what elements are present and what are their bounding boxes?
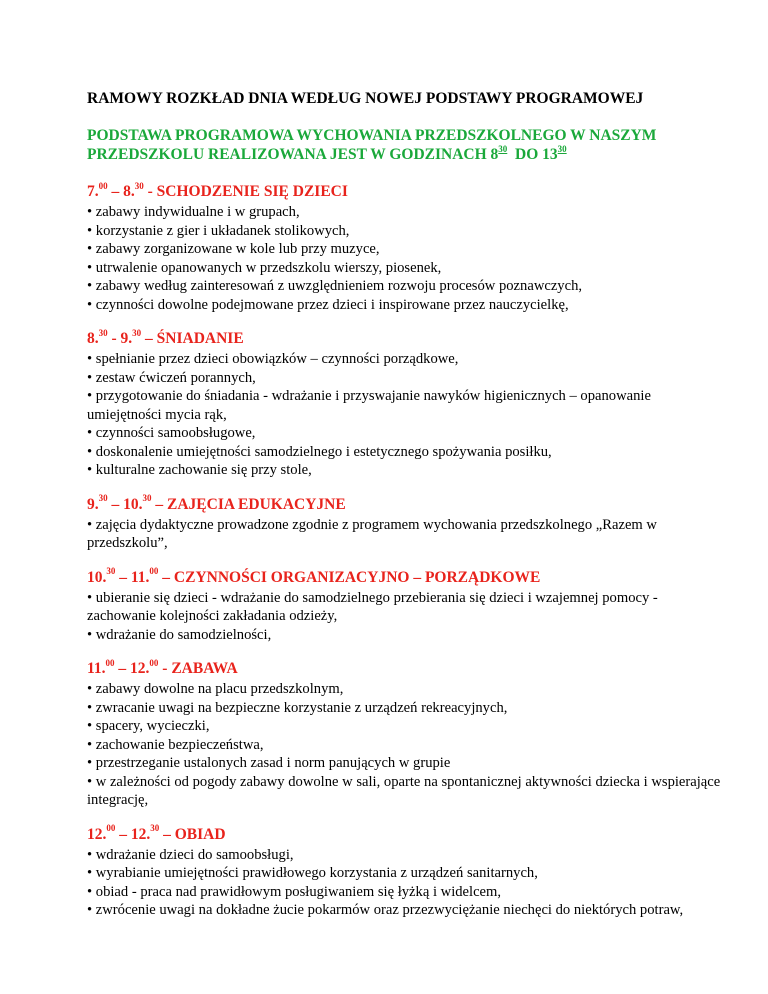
time-end-minutes: 30	[150, 823, 160, 834]
schedule-section	[87, 825, 727, 920]
activity-list	[87, 589, 727, 645]
time-start-minutes: 30	[106, 566, 116, 577]
time-end-hour: 12.	[130, 825, 151, 843]
activity-item: • zwracanie uwagi na bezpieczne korzystanie z urządzeń rekreacyjnych,	[87, 699, 727, 718]
time-end-minutes: 00	[149, 566, 159, 577]
time-start-minutes: 30	[98, 493, 108, 504]
section-title: – OBIAD	[159, 825, 226, 843]
time-start-minutes: 30	[98, 327, 108, 338]
time-end-hour: 11.	[130, 568, 150, 586]
time-separator: –	[115, 568, 131, 586]
time-start-hour: 8.	[87, 330, 99, 347]
program-end-minutes: 30	[557, 143, 567, 154]
document-title: RAMOWY ROZKŁAD DNIA WEDŁUG NOWEJ PODSTAWY PROGRAMOWEJ	[87, 90, 644, 107]
schedule-section	[87, 329, 727, 480]
time-end-minutes: 30	[142, 493, 152, 504]
activity-item: • kulturalne zachowanie się przy stole,	[87, 461, 727, 480]
program-note-middle: DO 13	[507, 146, 558, 163]
activity-item: • zabawy indywidualne i w grupach,	[87, 203, 727, 222]
program-note-line-1: PODSTAWA PROGRAMOWA WYCHOWANIA PRZEDSZKOLNEGO W NASZYM	[87, 127, 657, 144]
time-end-minutes: 00	[149, 657, 159, 668]
time-end-hour: 10.	[123, 495, 143, 513]
time-start-hour: 10.	[87, 568, 107, 586]
activity-item: • czynności dowolne podejmowane przez dzieci i inspirowane przez nauczycielkę,	[87, 296, 727, 315]
activity-item: • czynności samoobsługowe,	[87, 424, 727, 443]
activity-list	[87, 203, 727, 314]
section-heading	[87, 182, 727, 202]
activity-item: • spełnianie przez dzieci obowiązków – czynności porządkowe,	[87, 350, 727, 369]
activity-item: • doskonalenie umiejętności samodzielnego i estetycznego spożywania posiłku,	[87, 443, 727, 462]
activity-item: • ubieranie się dzieci - wdrażanie do samodzielnego przebierania się dzieci i wzajemnej pomocy - zachowanie kolejności zakładania odzieży,	[87, 589, 727, 626]
section-title: - ZABAWA	[158, 660, 238, 677]
program-note-line-2	[87, 145, 727, 164]
activity-item: • zabawy według zainteresowań z uwzględnieniem rozwoju procesów poznawczych,	[87, 277, 727, 296]
schedule-section	[87, 182, 727, 314]
time-end-minutes: 30	[132, 327, 142, 338]
section-heading	[87, 568, 727, 588]
section-heading	[87, 659, 727, 679]
time-separator: –	[114, 660, 131, 677]
activity-item: • spacery, wycieczki,	[87, 717, 727, 736]
section-title: – ŚNIADANIE	[141, 330, 244, 347]
section-title: – CZYNNOŚCI ORGANIZACYJNO – PORZĄDKOWE	[158, 568, 541, 586]
document-content	[87, 89, 727, 935]
activity-item: • przestrzeganie ustalonych zasad i norm panujących w grupie	[87, 754, 727, 773]
program-start-minutes: 30	[498, 143, 508, 154]
time-start-hour: 12.	[87, 825, 107, 843]
activity-list	[87, 680, 727, 810]
schedule-section	[87, 568, 727, 645]
time-start-hour: 7.	[87, 183, 99, 200]
activity-list	[87, 516, 727, 553]
section-heading	[87, 825, 727, 845]
time-start-minutes: 00	[106, 823, 116, 834]
activity-item: • obiad - praca nad prawidłowym posługiwaniem się łyżką i widelcem,	[87, 883, 727, 902]
activity-item: • zabawy dowolne na placu przedszkolnym,	[87, 680, 727, 699]
activity-item: • zwrócenie uwagi na dokładne żucie pokarmów oraz przezwyciężanie niechęci do niektórych potraw,	[87, 901, 727, 920]
activity-item: • zabawy zorganizowane w kole lub przy muzyce,	[87, 240, 727, 259]
section-heading	[87, 495, 727, 515]
section-title: – ZAJĘCIA EDUKACYJNE	[151, 495, 346, 513]
time-end-minutes: 30	[134, 180, 144, 191]
time-separator: -	[107, 330, 121, 347]
time-end-hour: 8.	[123, 183, 135, 200]
activity-item: • korzystanie z gier i układanek stolikowych,	[87, 222, 727, 241]
activity-item: • wyrabianie umiejętności prawidłowego korzystania z urządzeń sanitarnych,	[87, 864, 727, 883]
time-separator: –	[107, 495, 124, 513]
time-separator: –	[115, 825, 131, 843]
program-note-prefix: PRZEDSZKOLU REALIZOWANA JEST W GODZINACH 8	[87, 146, 499, 163]
schedule-section	[87, 659, 727, 810]
activity-item: • w zależności od pogody zabawy dowolne w sali, oparte na spontanicznej aktywności dziecka i wspierające integrację,	[87, 773, 727, 810]
schedule-sections	[87, 182, 727, 920]
time-end-hour: 12.	[130, 660, 150, 677]
program-hours-note	[87, 126, 727, 164]
time-start-hour: 9.	[87, 495, 99, 513]
activity-list	[87, 846, 727, 920]
schedule-section	[87, 495, 727, 553]
time-end-hour: 9.	[120, 330, 133, 347]
activity-item: • zajęcia dydaktyczne prowadzone zgodnie z programem wychowania przedszkolnego „Razem w przedszkolu”,	[87, 516, 727, 553]
activity-list	[87, 350, 727, 480]
time-start-minutes: 00	[98, 180, 108, 191]
section-title: - SCHODZENIE SIĘ DZIECI	[143, 183, 348, 200]
time-start-hour: 11.	[87, 660, 106, 677]
time-separator: –	[107, 183, 124, 200]
activity-item: • wdrażanie do samodzielności,	[87, 626, 727, 645]
activity-item: • zachowanie bezpieczeństwa,	[87, 736, 727, 755]
activity-item: • utrwalenie opanowanych w przedszkolu wierszy, piosenek,	[87, 259, 727, 278]
activity-item: • zestaw ćwiczeń porannych,	[87, 369, 727, 388]
section-heading	[87, 329, 727, 349]
time-start-minutes: 00	[105, 657, 115, 668]
activity-item: • wdrażanie dzieci do samoobsługi,	[87, 846, 727, 865]
activity-item: • przygotowanie do śniadania - wdrażanie i przyswajanie nawyków higienicznych – opanowanie umiejętności mycia rąk,	[87, 387, 727, 424]
